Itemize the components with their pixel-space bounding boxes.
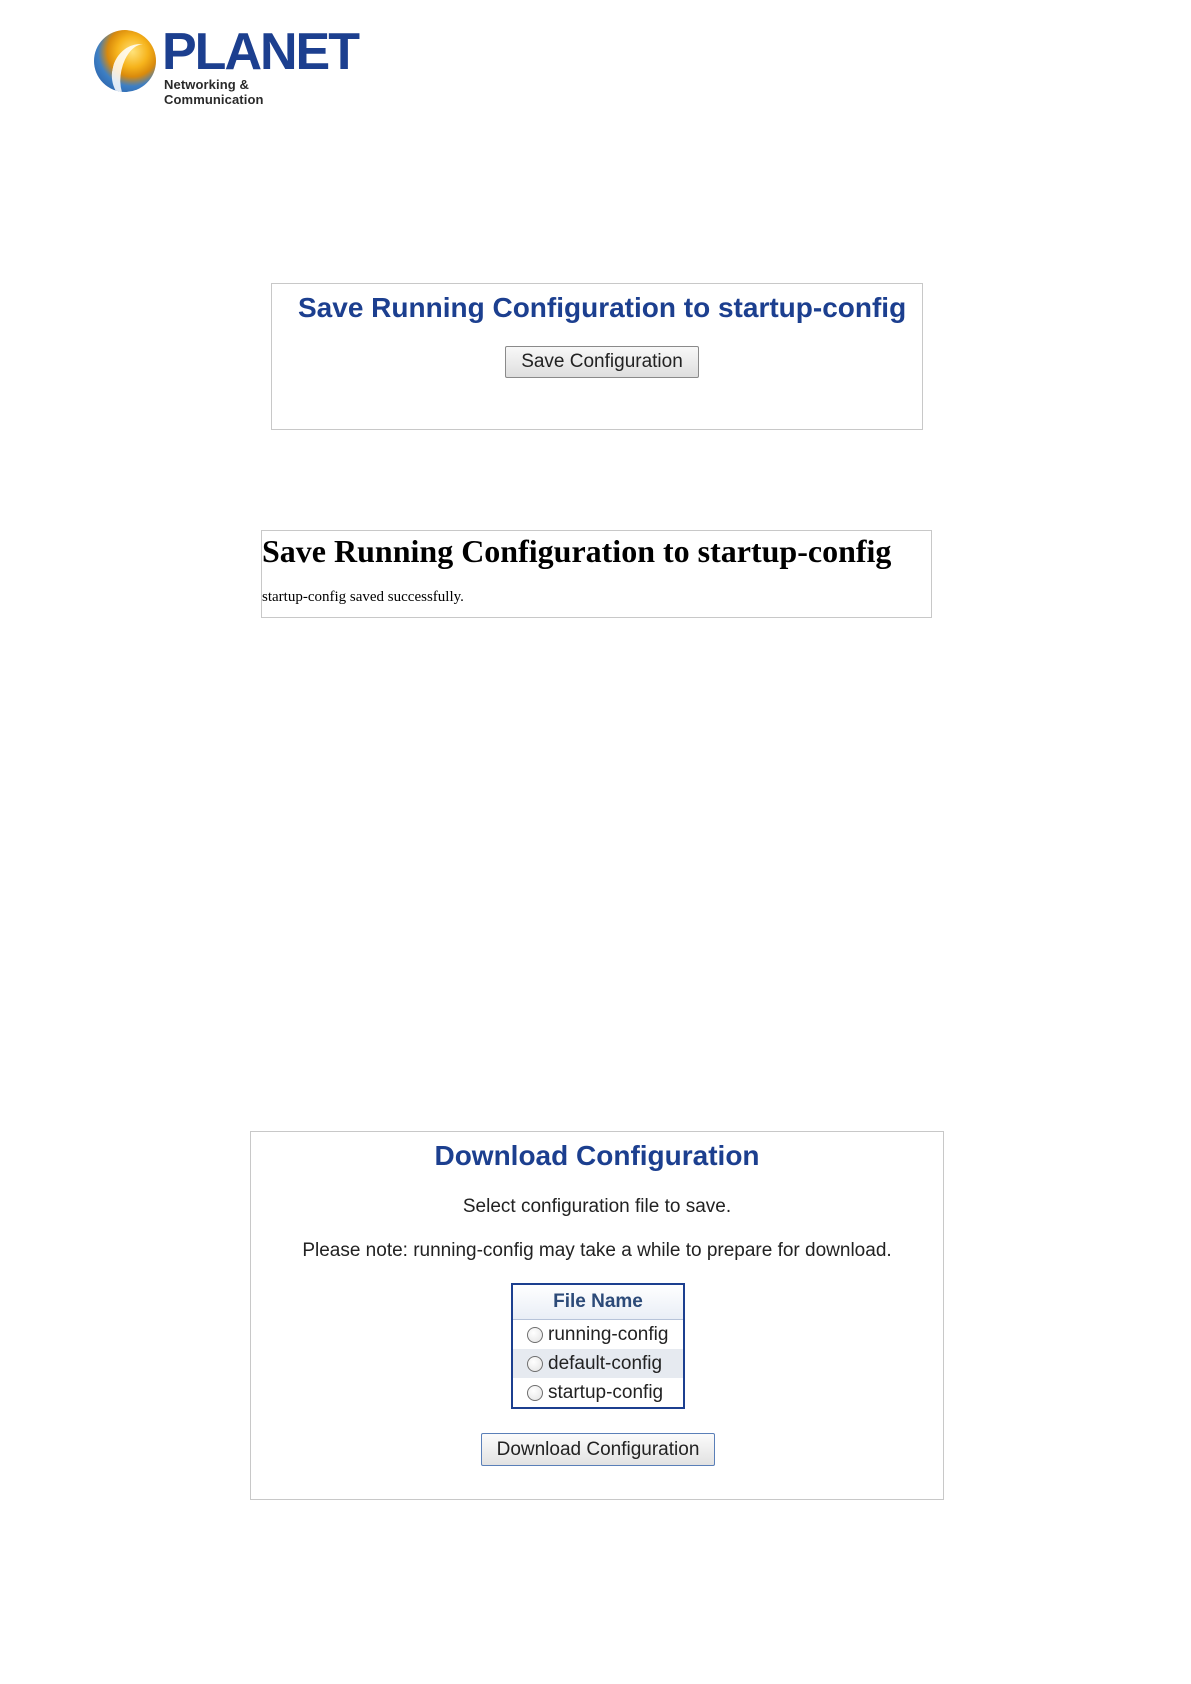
save-result-message: startup-config saved successfully. — [262, 589, 464, 605]
download-config-title: Download Configuration — [434, 1140, 760, 1171]
file-name-header: File Name — [513, 1285, 683, 1320]
file-name-table — [511, 1283, 685, 1409]
file-label-running-config: running-config — [548, 1324, 669, 1345]
save-result-title: Save Running Configuration to startup-config — [262, 533, 892, 569]
planet-logo — [94, 23, 358, 107]
radio-running-config[interactable] — [527, 1327, 543, 1343]
download-instruction: Select configuration file to save. — [462, 1196, 732, 1217]
save-config-panel — [271, 283, 923, 430]
file-option-running-config[interactable] — [513, 1320, 683, 1349]
file-label-default-config: default-config — [548, 1353, 663, 1374]
radio-startup-config[interactable] — [527, 1385, 543, 1401]
logo-wordmark: PLANET — [162, 23, 358, 81]
file-label-startup-config: startup-config — [548, 1382, 664, 1403]
download-configuration-button[interactable]: Download Configuration — [481, 1433, 715, 1466]
download-note: Please note: running-config may take a while to prepare for download. — [302, 1240, 892, 1261]
file-option-startup-config[interactable] — [513, 1378, 683, 1407]
radio-default-config[interactable] — [527, 1356, 543, 1372]
save-configuration-button[interactable]: Save Configuration — [505, 346, 699, 378]
save-config-title: Save Running Configuration to startup-config — [298, 292, 907, 323]
save-result-panel — [261, 530, 932, 618]
globe-icon — [94, 30, 156, 92]
file-option-default-config[interactable] — [513, 1349, 683, 1378]
download-config-panel — [250, 1131, 944, 1500]
logo-tagline: Networking & Communication — [164, 77, 264, 107]
